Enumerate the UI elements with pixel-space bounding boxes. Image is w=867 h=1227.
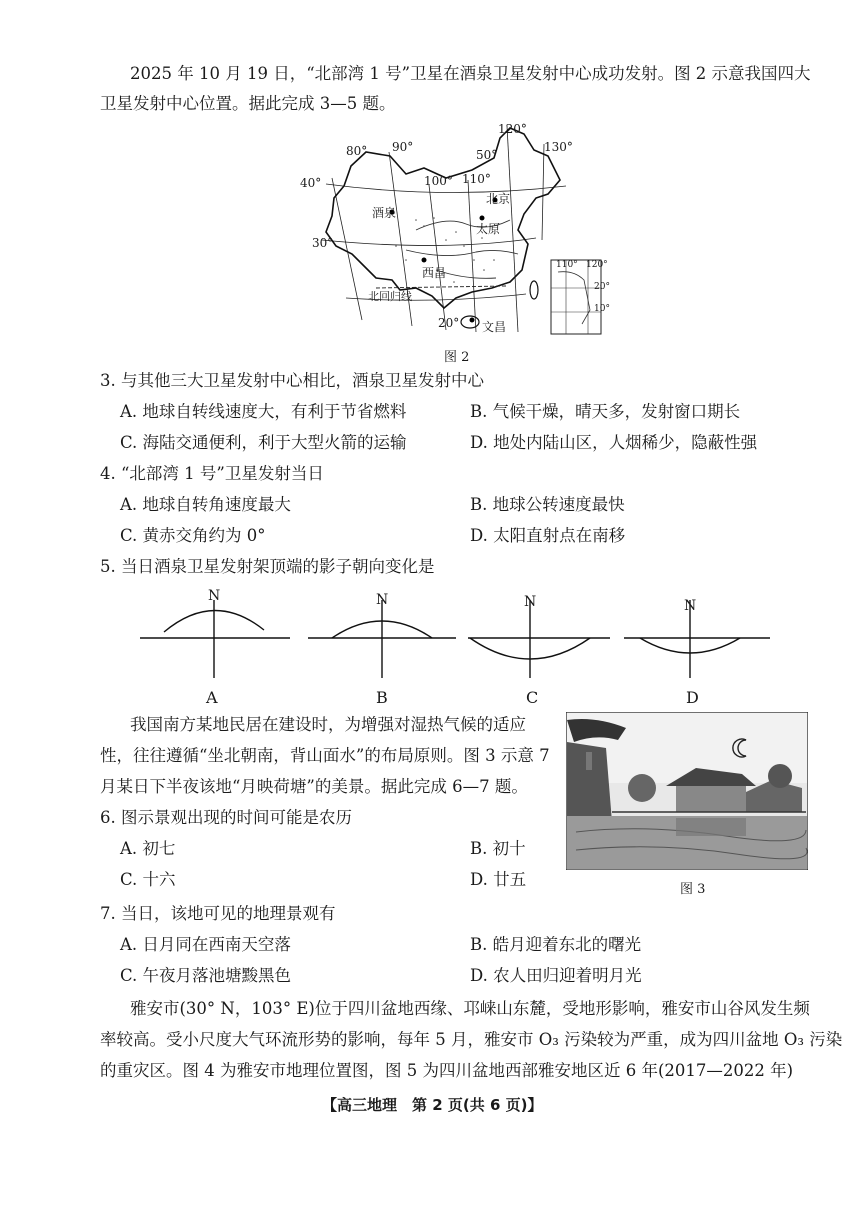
- q5-option-a[interactable]: A: [206, 688, 218, 707]
- q5-north-label-d: N: [684, 598, 697, 614]
- lon-label-100: 100°: [424, 174, 453, 188]
- figure-2-caption: 图 2: [444, 350, 470, 365]
- q5-north-label-b: N: [376, 592, 389, 608]
- intro-2-line-1: 我国南方某地民居在建设时，为增强对湿热气候的适应: [130, 715, 526, 734]
- intro-2-line-3: 月某日下半夜该地“月映荷塘”的美景。据此完成 6—7 题。: [100, 777, 528, 796]
- intro-1-line-1: 2025 年 10 月 19 日，“北部湾 1 号”卫星在酒泉卫星发射中心成功发射。图 2 示意我国四大: [130, 64, 811, 83]
- q6-option-a[interactable]: A. 初七: [120, 839, 176, 858]
- lat-label-20: 20°: [438, 316, 460, 330]
- intro-2-line-2: 性，往往遵循“坐北朝南，背山面水”的布局原则。图 3 示意 7: [100, 746, 550, 765]
- q4-option-d[interactable]: D. 太阳直射点在南移: [470, 526, 626, 545]
- q6-option-d[interactable]: D. 廿五: [470, 870, 527, 889]
- inset-lon-120: 120°: [586, 260, 608, 270]
- lon-label-120: 120°: [498, 122, 527, 136]
- q7-option-a[interactable]: A. 日月同在西南天空落: [120, 935, 291, 954]
- q3-option-a[interactable]: A. 地球自转线速度大，有利于节省燃料: [120, 402, 407, 421]
- q4-option-b[interactable]: B. 地球公转速度最快: [470, 495, 625, 514]
- inset-lon-110: 110°: [556, 260, 578, 270]
- page-footer: 【高三地理 第 2 页(共 6 页)】: [322, 1096, 543, 1114]
- place-taiyuan: 太原: [476, 222, 501, 236]
- intro-3-line-2: 率较高。受小尺度大气环流形势的影响，每年 5 月，雅安市 O₃ 污染较为严重，成为四川盆地 O₃ 污染: [100, 1030, 843, 1049]
- q4-option-c[interactable]: C. 黄赤交角约为 0°: [120, 526, 266, 545]
- inset-lat-20: 20°: [594, 282, 610, 292]
- place-jiuquan: 酒泉: [372, 206, 397, 220]
- q5-option-d[interactable]: D: [686, 688, 699, 707]
- q5-north-label-c: N: [524, 594, 537, 610]
- place-beijing: 北京: [486, 192, 511, 206]
- q6-option-b[interactable]: B. 初十: [470, 839, 526, 858]
- q7-stem: 7. 当日，该地可见的地理景观有: [100, 904, 336, 923]
- q3-option-c[interactable]: C. 海陆交通便利，利于大型火箭的运输: [120, 433, 407, 452]
- intro-3-line-1: 雅安市(30° N，103° E)位于四川盆地西缘、邛崃山东麓，受地形影响，雅安市山谷风发生频: [130, 999, 810, 1018]
- lon-label-130: 130°: [544, 140, 573, 154]
- lon-label-90: 90°: [392, 140, 414, 154]
- q5-option-c[interactable]: C: [526, 688, 539, 707]
- lat-label-40: 40°: [300, 176, 322, 190]
- q7-option-b[interactable]: B. 皓月迎着东北的曙光: [470, 935, 642, 954]
- q6-option-c[interactable]: C. 十六: [120, 870, 176, 889]
- figure-3-moon-pond-photo: [566, 712, 808, 870]
- tropic-label: 北回归线: [368, 290, 412, 303]
- intro-1-line-2: 卫星发射中心位置。据此完成 3—5 题。: [100, 94, 396, 113]
- lat-label-50: 50°: [476, 148, 498, 162]
- figure-3-caption: 图 3: [680, 882, 706, 897]
- q5-stem: 5. 当日酒泉卫星发射架顶端的影子朝向变化是: [100, 557, 435, 576]
- q5-north-label-a: N: [208, 588, 221, 604]
- q6-stem: 6. 图示景观出现的时间可能是农历: [100, 808, 352, 827]
- inset-lat-10: 10°: [594, 304, 610, 314]
- q4-stem: 4. “北部湾 1 号”卫星发射当日: [100, 464, 324, 483]
- place-xichang: 西昌: [422, 266, 447, 280]
- q7-option-d[interactable]: D. 农人田归迎着明月光: [470, 966, 642, 985]
- place-wenchang: 文昌: [482, 320, 507, 334]
- q3-stem: 3. 与其他三大卫星发射中心相比，酒泉卫星发射中心: [100, 371, 484, 390]
- q3-option-d[interactable]: D. 地处内陆山区，人烟稀少，隐蔽性强: [470, 433, 758, 452]
- q3-option-b[interactable]: B. 气候干燥，晴天多，发射窗口期长: [470, 402, 741, 421]
- intro-3-line-3: 的重灾区。图 4 为雅安市地理位置图，图 5 为四川盆地西部雅安地区近 6 年(2017—2022 年): [100, 1061, 794, 1080]
- q5-option-b[interactable]: B: [376, 688, 388, 707]
- lon-label-80: 80°: [346, 144, 368, 158]
- q7-option-c[interactable]: C. 午夜月落池塘黢黑色: [120, 966, 292, 985]
- lon-label-110: 110°: [462, 172, 491, 186]
- q4-option-a[interactable]: A. 地球自转角速度最大: [120, 495, 291, 514]
- lat-label-30: 30°: [312, 236, 334, 250]
